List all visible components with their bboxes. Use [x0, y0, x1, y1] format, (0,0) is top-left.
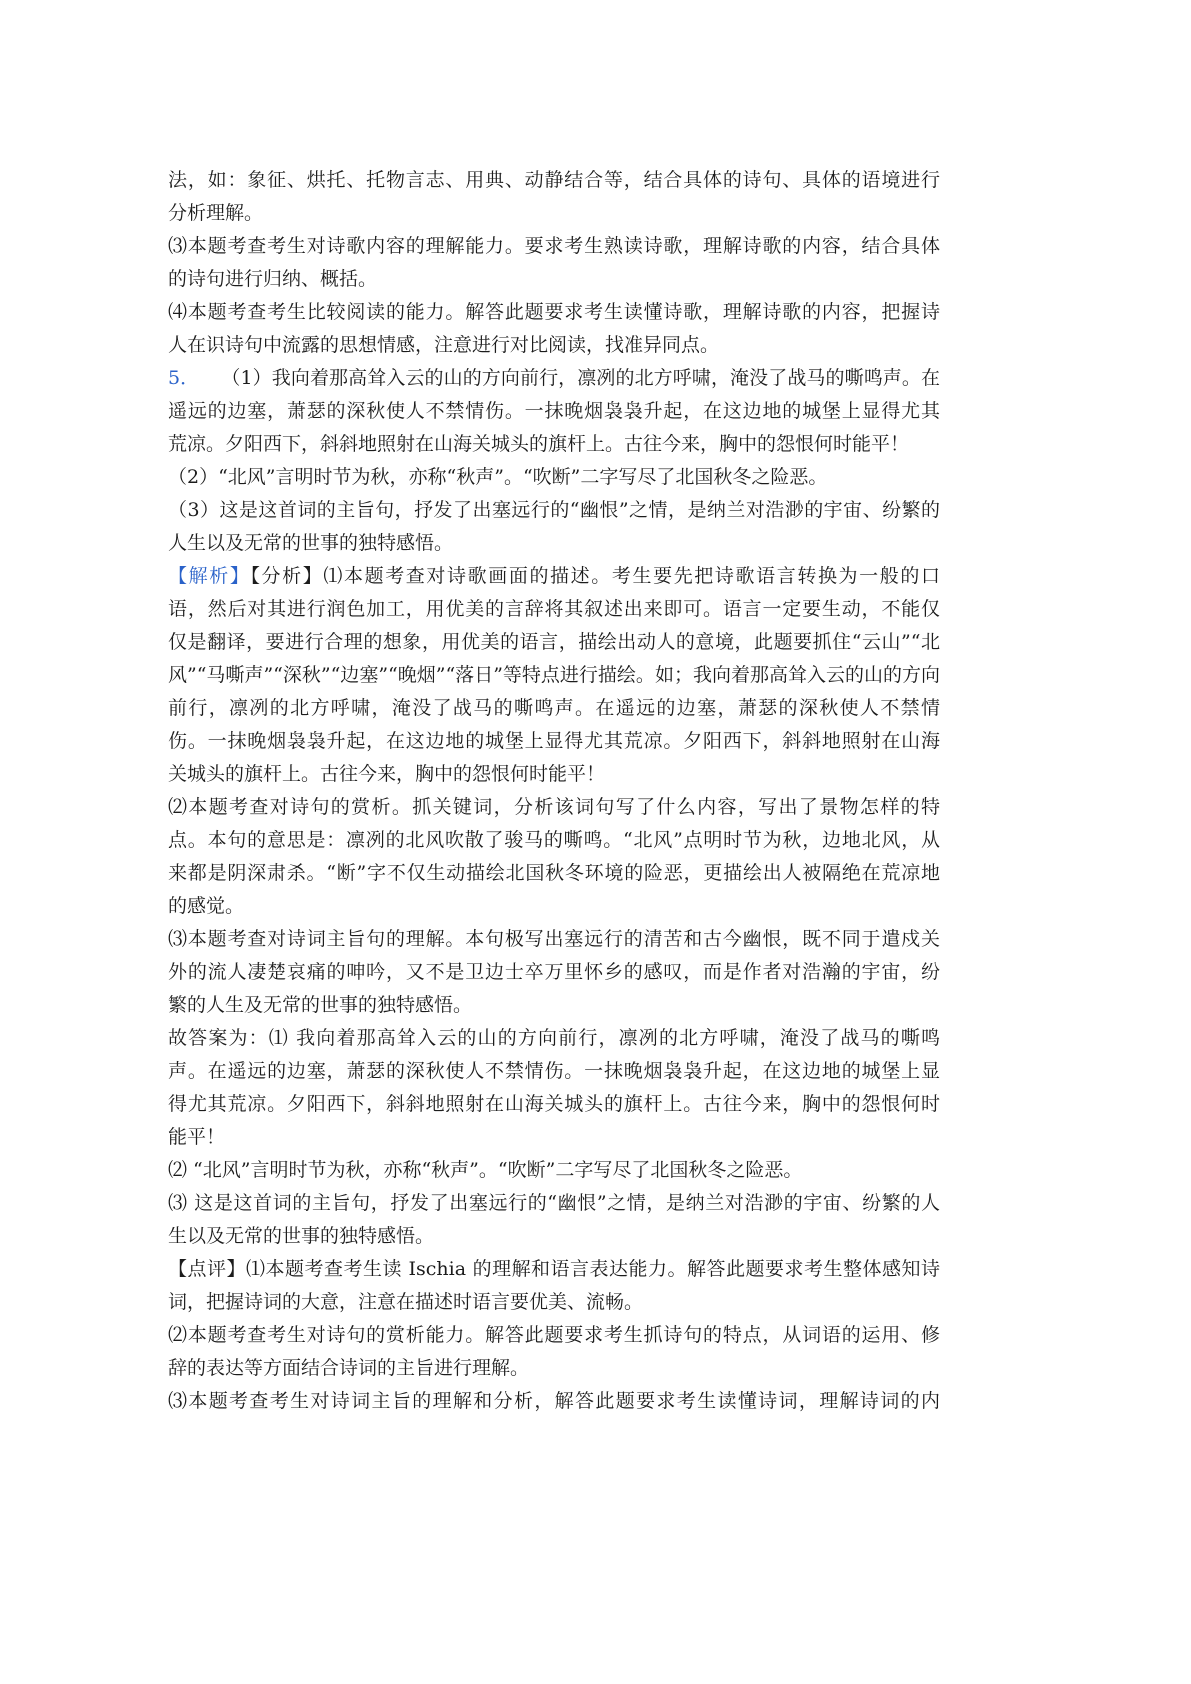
text-line: ⑶本题考查考生对诗歌内容的理解能力。要求考生熟读诗歌，理解诗歌的内容，结合具体 — [168, 235, 940, 257]
text-line: 荒凉。夕阳西下，斜斜地照射在山海关城头的旗杆上。古往今来，胸中的怨恨何时能平！ — [168, 433, 910, 455]
text-line: ⑵ “北风”言明时节为秋，亦称“秋声”。“吹断”二字写尽了北国秋冬之险恶。 — [168, 1159, 803, 1181]
text-line: 分析理解。 — [168, 202, 264, 224]
prev-analysis-item2-tail — [168, 164, 940, 230]
text-line: 生以及无常的世事的独特感悟。 — [168, 1225, 435, 1247]
analysis-label: 【解析】 — [168, 565, 251, 587]
text-line — [168, 560, 940, 593]
text-line: 人在识诗句中流露的思想情感，注意进行对比阅读，找准异同点。 — [168, 334, 720, 356]
text-line: 点。本句的意思是：凛冽的北风吹散了骏马的嘶鸣。“北风”点明时节为秋，边地北风，从 — [168, 829, 940, 851]
text-line: 来都是阴深肃杀。“断”字不仅生动描绘北国秋冬环境的险恶，更描绘出人被隔绝在荒凉地 — [168, 862, 940, 884]
text-line: 关城头的旗杆上。古往今来，胸中的怨恨何时能平！ — [168, 763, 606, 785]
text-line: 的感觉。 — [168, 895, 245, 917]
text-line: ⑶本题考查对诗词主旨句的理解。本句极写出塞远行的清苦和古今幽恨，既不同于遣戍关 — [168, 928, 940, 950]
text-line: 人生以及无常的世事的独特感悟。 — [168, 532, 454, 554]
q5-answer-item3 — [168, 494, 940, 560]
q5-final-answer-item3 — [168, 1187, 940, 1253]
q5-comment-item1 — [168, 1253, 940, 1319]
text-line: ⑵本题考查对诗句的赏析。抓关键词，分析该词句写了什么内容，写出了景物怎样的特 — [168, 796, 940, 818]
prev-analysis-item4 — [168, 296, 940, 362]
q5-answer-item1 — [168, 362, 940, 461]
text-line: （2）“北风”言明时节为秋，亦称“秋声”。“吹断”二字写尽了北国秋冬之险恶。 — [168, 466, 828, 488]
text-line: 风”“马嘶声”“深秋”“边塞”“晚烟”“落日”等特点进行描绘。如；我向着那高耸入云的山的方向 — [168, 664, 940, 686]
prev-analysis-item3 — [168, 230, 940, 296]
text-line: 能平！ — [168, 1126, 226, 1148]
q5-final-answer-item2 — [168, 1154, 940, 1187]
q5-final-answer-item1 — [168, 1022, 940, 1154]
analysis-text: 【分析】⑴本题考查对诗歌画面的描述。考生要先把诗歌语言转换为一般的口 — [250, 565, 940, 587]
q5-analysis-item3 — [168, 923, 940, 1022]
text-line: （3）这是这首词的主旨句，抒发了出塞远行的“幽恨”之情，是纳兰对浩渺的宇宙、纷繁的 — [168, 499, 940, 521]
text-line: 【点评】⑴本题考查考生读 Ischia 的理解和语言表达能力。解答此题要求考生整体感知诗 — [168, 1258, 940, 1280]
text-line: 故答案为：⑴ 我向着那高耸入云的山的方向前行，凛冽的北方呼啸，淹没了战马的嘶鸣 — [168, 1027, 940, 1049]
text-line — [168, 362, 940, 395]
q5-analysis-item2 — [168, 791, 940, 923]
text-line: 遥远的边塞，萧瑟的深秋使人不禁情伤。一抹晚烟袅袅升起，在这边地的城堡上显得尤其 — [168, 400, 940, 422]
text-line: 法，如：象征、烘托、托物言志、用典、动静结合等，结合具体的诗句、具体的语境进行 — [168, 169, 940, 191]
answer-text: （1）我向着那高耸入云的山的方向前行，凛冽的北方呼啸，淹没了战马的嘶鸣声。在 — [221, 367, 940, 389]
question-number: 5． — [168, 367, 200, 389]
q5-comment-item3 — [168, 1385, 940, 1418]
text-line: 前行，凛冽的北方呼啸，淹没了战马的嘶鸣声。在遥远的边塞，萧瑟的深秋使人不禁情 — [168, 697, 940, 719]
text-line: 语，然后对其进行润色加工，用优美的言辞将其叙述出来即可。语言一定要生动，不能仅 — [168, 598, 940, 620]
text-line: ⑷本题考查考生比较阅读的能力。解答此题要求考生读懂诗歌，理解诗歌的内容，把握诗 — [168, 301, 940, 323]
text-line: 繁的人生及无常的世事的独特感悟。 — [168, 994, 473, 1016]
text-line: 的诗句进行归纳、概括。 — [168, 268, 378, 290]
text-line: ⑶本题考查考生对诗词主旨的理解和分析，解答此题要求考生读懂诗词，理解诗词的内 — [168, 1390, 940, 1412]
document-body — [168, 164, 940, 1418]
text-line: 得尤其荒凉。夕阳西下，斜斜地照射在山海关城头的旗杆上。古往今来，胸中的怨恨何时 — [168, 1093, 940, 1115]
q5-answer-item2 — [168, 461, 940, 494]
text-line: 外的流人凄楚哀痛的呻吟，又不是卫边士卒万里怀乡的感叹，而是作者对浩瀚的宇宙，纷 — [168, 961, 940, 983]
text-line: 辞的表达等方面结合诗词的主旨进行理解。 — [168, 1357, 530, 1379]
text-line: 伤。一抹晚烟袅袅升起，在这边地的城堡上显得尤其荒凉。夕阳西下，斜斜地照射在山海 — [168, 730, 940, 752]
text-line: 仅是翻译，要进行合理的想象，用优美的语言，描绘出动人的意境，此题要抓住“云山”“北 — [168, 631, 940, 653]
q5-comment-item2 — [168, 1319, 940, 1385]
q5-analysis-item1 — [168, 560, 940, 791]
text-line: ⑶ 这是这首词的主旨句，抒发了出塞远行的“幽恨”之情，是纳兰对浩渺的宇宙、纷繁的人 — [168, 1192, 940, 1214]
text-line: 词，把握诗词的大意，注意在描述时语言要优美、流畅。 — [168, 1291, 644, 1313]
text-line: ⑵本题考查考生对诗句的赏析能力。解答此题要求考生抓诗句的特点，从词语的运用、修 — [168, 1324, 940, 1346]
text-line: 声。在遥远的边塞，萧瑟的深秋使人不禁情伤。一抹晚烟袅袅升起，在这边地的城堡上显 — [168, 1060, 940, 1082]
